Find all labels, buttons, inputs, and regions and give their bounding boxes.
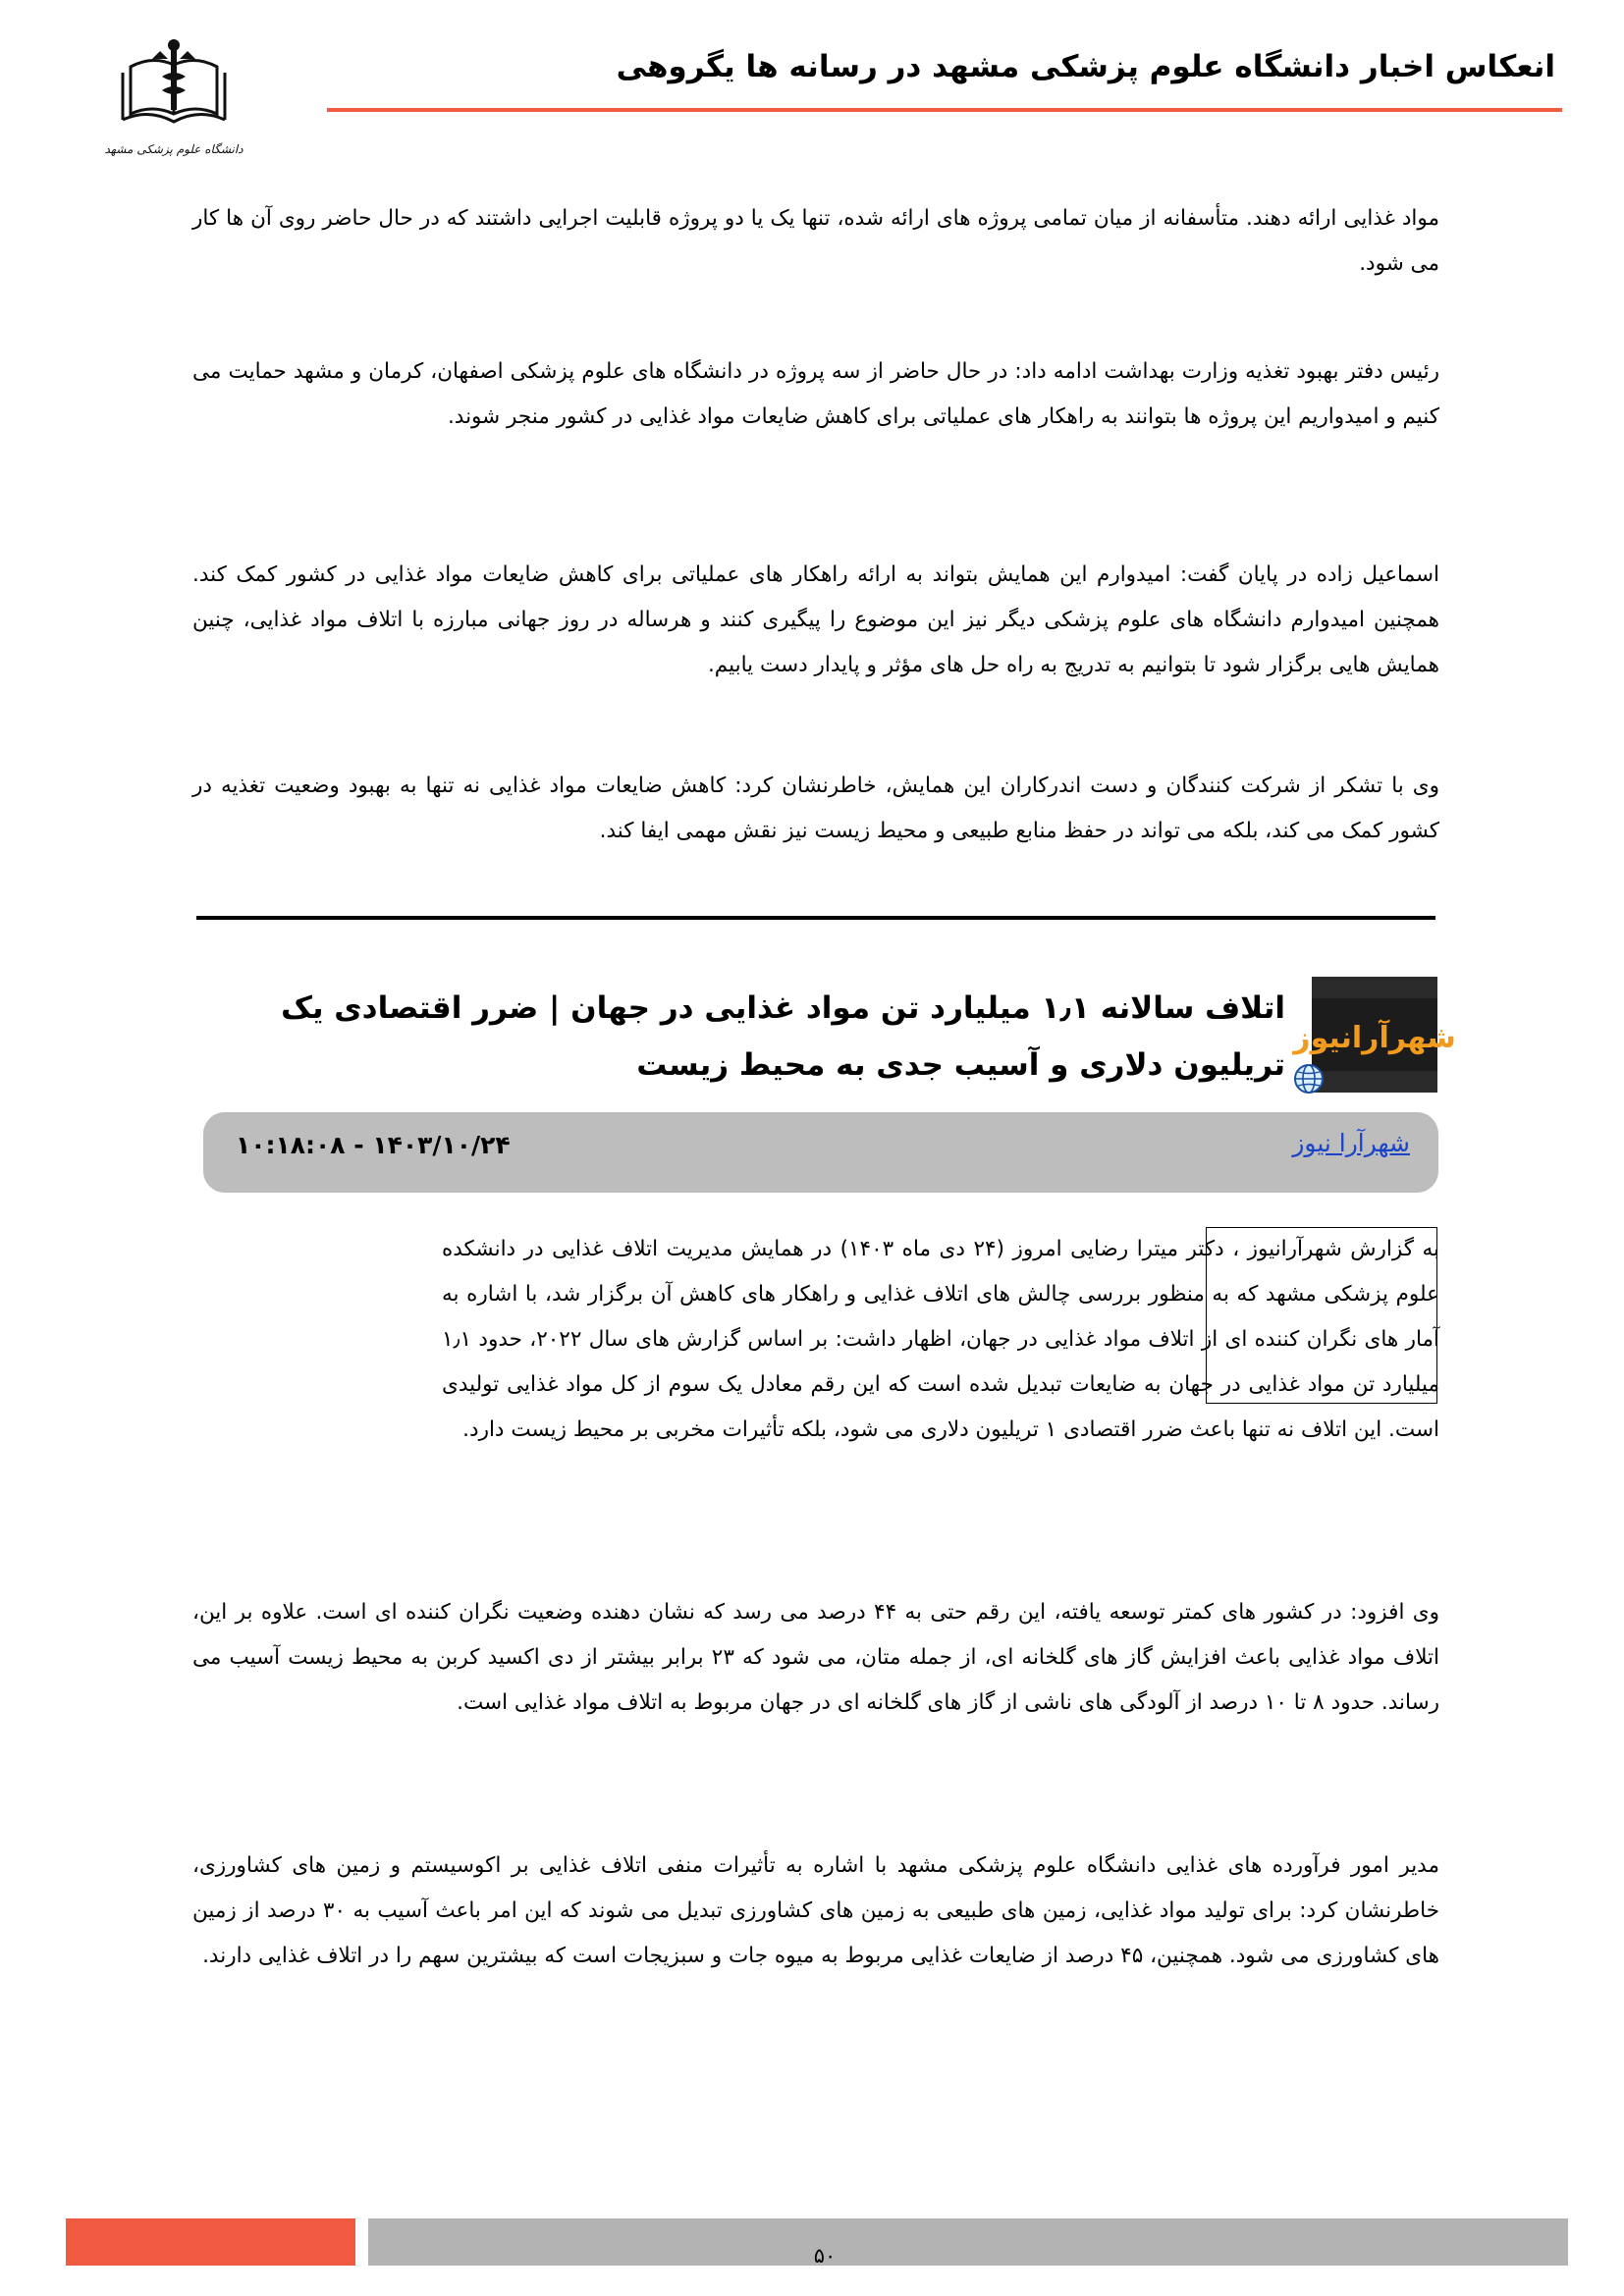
footer-gray-bar — [368, 2218, 1568, 2266]
news-paragraph: مدیر امور فرآورده های غذایی دانشگاه علوم پزشکی مشهد با اشاره به تأثیرات منفی اتلاف غذایی بر اکوسیستم و زمین های کشاورزی، خاطرنشان کرد: برای تولید مواد غذایی، زمین های طبیعی به زمین های کشاورزی تبدیل می شوند که این امر باعث آسیب به ۳۰ درصد از زمین های کشاورزی می شود. همچنین، ۴۵ درصد از ضایعات غذایی مربوط به میوه جات و سبزیجات است که بیشترین سهم را در اتلاف غذایی دارند. — [192, 1853, 1439, 1968]
university-logo — [104, 37, 244, 165]
section-separator — [196, 916, 1435, 920]
shahraranews-logo-icon — [1293, 977, 1456, 1093]
news-source-logo — [1293, 977, 1456, 1093]
news-headline: اتلاف سالانه ۱٫۱ میلیارد تن مواد غذایی در جهان | ضرر اقتصادی یک تریلیون دلاری و آسیب جدی به محیط زیست — [281, 990, 1285, 1083]
article-body-top — [192, 553, 1439, 688]
body-paragraph: وی با تشکر از شرکت کنندگان و دست اندرکاران این همایش، خاطرنشان کرد: کاهش ضایعات مواد غذایی نه تنها به بهبود وضعیت تغذیه در کشور کمک می کند، بلکه می تواند در حفظ منابع طبیعی و محیط زیست نیز نقش مهمی ایفا کند. — [192, 774, 1439, 843]
news-body — [192, 1843, 1439, 1979]
page-header-title: انعکاس اخبار دانشگاه علوم پزشکی مشهد در رسانه ها یگروهی — [616, 49, 1555, 84]
article-body-top — [192, 349, 1439, 440]
news-paragraph: وی افزود: در کشور های کمتر توسعه یافته، این رقم حتی به ۴۴ درصد می رسد که نشان دهنده وضعیت نگران کننده ای است. علاوه بر این، اتلاف مواد غذایی باعث افزایش گاز های گلخانه ای، از جمله متان، می شود که ۲۳ برابر بیشتر از دی اکسید کربن به محیط زیست آسیب می رساند. حدود ۸ تا ۱۰ درصد از آلودگی های ناشی از گاز های گلخانه ای در جهان مربوط به اتلاف مواد غذایی است. — [192, 1600, 1440, 1715]
logo-caption: دانشگاه علوم پزشکی مشهد — [104, 142, 244, 156]
article-body-top — [192, 196, 1439, 287]
body-paragraph: مواد غذایی ارائه دهند. متأسفانه از میان تمامی پروژه های ارائه شده، تنها یک یا دو پروژه قابلیت اجرایی داشتند که در حال حاضر روی آن ها کار می شود. — [192, 206, 1439, 276]
news-body — [192, 1227, 1439, 1453]
image-wrap-spacer — [192, 1227, 428, 1414]
news-datetime: ۱۴۰۳/۱۰/۲۴ - ۱۰:۱۸:۰۸ — [236, 1131, 511, 1159]
news-body — [192, 1590, 1439, 1726]
header-divider — [327, 108, 1562, 112]
article-body-top — [192, 764, 1439, 854]
body-paragraph: رئیس دفتر بهبود تغذیه وزارت بهداشت ادامه داد: در حال حاضر از سه پروژه در دانشگاه های علوم پزشکی اصفهان، کرمان و مشهد حمایت می کنیم و امیدواریم این پروژه ها بتوانند به راهکار های عملیاتی برای کاهش ضایعات مواد غذایی در کشور منجر شوند. — [192, 359, 1439, 429]
svg-text:شهرآرانیوز: شهرآرانیوز — [1293, 1021, 1456, 1055]
news-source-link[interactable]: شهرآرا نیوز — [1292, 1129, 1410, 1157]
body-paragraph: اسماعیل زاده در پایان گفت: امیدوارم این همایش بتواند به ارائه راهکار های عملیاتی برای کاهش ضایعات مواد غذایی در کشور کمک کند. همچنین امیدوارم دانشگاه های علوم پزشکی دیگر نیز این موضوع را پیگیری کنند و هرساله در روز جهانی مبارزه با اتلاف مواد غذایی، چنین همایش هایی برگزار شود تا بتوانیم به تدریج به راه حل های مؤثر و پایدار دست یابیم. — [192, 562, 1439, 677]
news-paragraph: به گزارش شهرآرانیوز ، دکتر میترا رضایی امروز (۲۴ دی ماه ۱۴۰۳) در همایش مدیریت اتلاف غذایی در دانشکده علوم پزشکی مشهد که به منظور بررسی چالش های اتلاف غذایی و راهکار های کاهش آن برگزار شد، با اشاره به آمار های نگران کننده ای از اتلاف مواد غذایی در جهان، اظهار داشت: بر اساس گزارش های سال ۲۰۲۲، حدود ۱٫۱ میلیارد تن مواد غذایی در جهان به ضایعات تبدیل شده است که این رقم معادل یک سوم از کل مواد غذایی تولیدی است. این اتلاف نه تنها باعث ضرر اقتصادی ۱ تریلیون دلاری می شود، بلکه تأثیرات مخربی بر محیط زیست دارد. — [442, 1237, 1439, 1442]
globe-icon[interactable] — [1293, 1063, 1325, 1095]
page-number: ۵۰ — [813, 2244, 837, 2268]
footer-accent-bar — [66, 2218, 355, 2266]
university-emblem-icon — [104, 37, 244, 165]
